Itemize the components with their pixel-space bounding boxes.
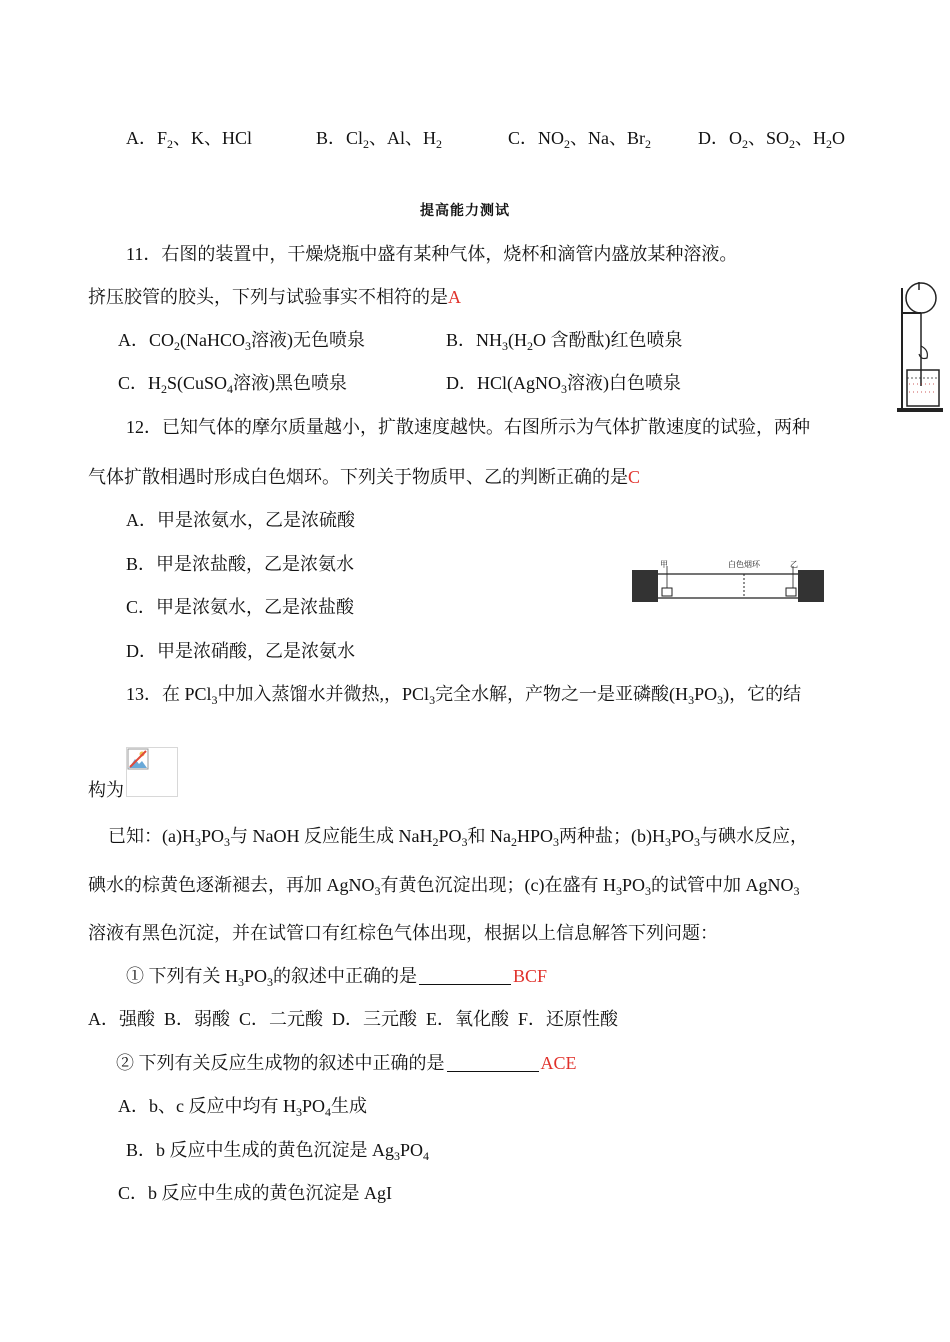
q13-sub2-option-b: B．b 反应中生成的黄色沉淀是 $Ag_3PO_4$ xyxy=(126,1140,430,1163)
q12-option-d: D．甲是浓硝酸，乙是浓氨水 xyxy=(126,641,355,661)
q11-option-b: B．$NH_3(H_2O$ 含酚酞)红色喷泉 xyxy=(446,330,683,353)
label-smoke-ring: 白色烟环 xyxy=(728,560,760,569)
q13-known-line3: 溶液有黑色沉淀，并在试管口有红棕色气体出现，根据以上信息解答下列问题： xyxy=(88,923,718,943)
q11-stem-line2: 挤压胶管的胶头，下列与试验事实不相符的是A xyxy=(88,287,461,307)
q13-stem-line1: 13．在 PCl$_3$中加入蒸馏水并微热,，PCl$_3$完全水解，产物之一是亚磷酸$(H_3PO_3)$，它的结 xyxy=(126,684,802,707)
stand-base xyxy=(897,408,943,412)
q13-sub2-option-c: C．b 反应中生成的黄色沉淀是 AgI xyxy=(118,1183,392,1203)
q13-sub2: ② 下列有关反应生成物的叙述中正确的是 ACE xyxy=(116,1053,577,1073)
q11-answer: A xyxy=(448,287,461,307)
section-title: 提高能力测试 xyxy=(420,204,510,219)
flask xyxy=(906,283,936,313)
q12-stem-line1: 12．已知气体的摩尔质量越小，扩散速度越快。右图所示为气体扩散速度的试验，两种 xyxy=(126,417,810,437)
q13-stem-line2: 构为 xyxy=(88,780,124,800)
answer-blank xyxy=(447,1053,539,1072)
right-stopper xyxy=(798,570,824,602)
q13-known-line1: 已知：$(a)H_3PO_3$与 NaOH 反应能生成 $NaH_2PO_3$和 $Na_2HPO_3$两种盐；$(b)H_3PO_3$与碘水反应， xyxy=(108,826,809,849)
q13-sub1-options: A．强酸 B．弱酸 C．二元酸 D．三元酸 E．氧化酸 F．还原性酸 xyxy=(88,1009,619,1029)
q10-option-c: C．$NO_2$、Na、$Br_2$ xyxy=(508,128,652,151)
structure-image-placeholder xyxy=(126,747,178,797)
q13-sub1-answer: BCF xyxy=(513,966,548,986)
q13-sub1: ① 下列有关 $H_3PO_3$的叙述中正确的是 BCF xyxy=(126,966,548,989)
q12-answer: C xyxy=(628,467,641,487)
left-stopper xyxy=(632,570,658,602)
q12-option-b: B．甲是浓盐酸，乙是浓氨水 xyxy=(126,554,355,574)
q11-stem-line1: 11．右图的装置中，干燥烧瓶中盛有某种气体，烧杯和滴管内盛放某种溶液。 xyxy=(126,244,738,264)
left-cotton xyxy=(662,588,672,596)
diffusion-tube-figure xyxy=(632,558,824,606)
q13-sub2-answer: ACE xyxy=(540,1053,577,1073)
answer-blank xyxy=(419,966,511,985)
right-cotton xyxy=(786,588,796,596)
q10-option-d: D．$O_2$、$SO_2$、$H_2O$ xyxy=(698,128,846,151)
q10-option-a: A．$F_2$、K、HCl xyxy=(126,128,253,151)
q10-option-b: B．$Cl_2$、Al、$H_2$ xyxy=(316,128,443,151)
q12-option-c: C．甲是浓氨水，乙是浓盐酸 xyxy=(126,597,355,617)
broken-image-icon xyxy=(127,748,149,770)
fountain-apparatus-figure xyxy=(893,278,947,414)
q13-known-line2: 碘水的棕黄色逐渐褪去，再加 AgNO$_3$有黄色沉淀出现；(c)在盛有 $H_3PO_3$的试管中加 AgNO$_3$ xyxy=(88,875,800,898)
q11-option-c: C．$H_2S(CuSO_4$溶液)黑色喷泉 xyxy=(118,373,348,396)
label-jia: 甲 xyxy=(660,560,668,569)
q12-option-a: A．甲是浓氨水，乙是浓硫酸 xyxy=(126,510,355,530)
beaker xyxy=(907,370,939,406)
q11-option-a: A．$CO_2(NaHCO_3$溶液)无色喷泉 xyxy=(118,330,366,353)
q11-option-d: D．HCl(AgNO$_3$溶液)白色喷泉 xyxy=(446,373,681,396)
q13-sub2-option-a: A．b、c 反应中均有 $H_3PO_4$生成 xyxy=(118,1096,368,1119)
label-yi: 乙 xyxy=(790,560,798,569)
q12-stem-line2: 气体扩散相遇时形成白色烟环。下列关于物质甲、乙的判断正确的是C xyxy=(88,467,641,487)
